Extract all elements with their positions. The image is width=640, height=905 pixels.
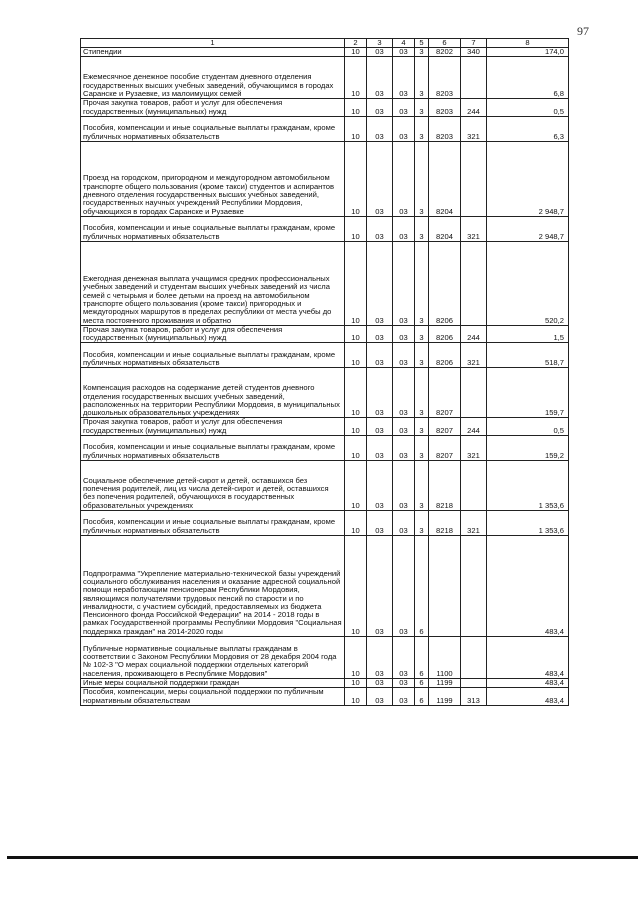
- amount-cell: 2 948,7: [487, 141, 569, 216]
- article-code-cell: 8206: [429, 343, 461, 368]
- table-row: [81, 511, 569, 536]
- row-name-cell: Пособия, компенсации, меры социальной поддержки по публичным нормативным обязательствам: [81, 688, 345, 706]
- amount-cell: 483,4: [487, 637, 569, 679]
- subprogram-code-cell: 6: [415, 536, 429, 637]
- bottom-rule: [7, 856, 638, 859]
- amount-cell: 483,4: [487, 536, 569, 637]
- program-code-cell: 03: [393, 99, 415, 117]
- section-code-cell: 10: [345, 368, 367, 418]
- amount-cell: 174,0: [487, 48, 569, 57]
- subprogram-code-cell: 3: [415, 325, 429, 343]
- amount-cell: 6,8: [487, 57, 569, 99]
- subsection-code-cell: 03: [367, 436, 393, 461]
- subsection-code-cell: 03: [367, 343, 393, 368]
- amount-cell: 0,5: [487, 418, 569, 436]
- expense-type-cell: [461, 637, 487, 679]
- section-code-cell: 10: [345, 679, 367, 688]
- program-code-cell: 03: [393, 48, 415, 57]
- program-code-cell: 03: [393, 141, 415, 216]
- subsection-code-cell: 03: [367, 536, 393, 637]
- header-cell: 8: [487, 39, 569, 48]
- article-code-cell: 8204: [429, 216, 461, 241]
- row-name-cell: Пособия, компенсации и иные социальные выплаты гражданам, кроме публичных нормативных обязательств: [81, 216, 345, 241]
- program-code-cell: 03: [393, 679, 415, 688]
- amount-cell: 159,2: [487, 436, 569, 461]
- subsection-code-cell: 03: [367, 688, 393, 706]
- program-code-cell: 03: [393, 688, 415, 706]
- row-name-cell: Компенсация расходов на содержание детей студентов дневного отделения государственных высших учебных заведений, расположенных на территории Республики Мордовия, в муниципальных дошкольных образовательных учреждениях: [81, 368, 345, 418]
- program-code-cell: 03: [393, 436, 415, 461]
- amount-cell: 520,2: [487, 241, 569, 325]
- table-row: [81, 325, 569, 343]
- subsection-code-cell: 03: [367, 48, 393, 57]
- section-code-cell: 10: [345, 325, 367, 343]
- subsection-code-cell: 03: [367, 216, 393, 241]
- program-code-cell: 03: [393, 461, 415, 511]
- subprogram-code-cell: 3: [415, 141, 429, 216]
- expense-type-cell: 313: [461, 688, 487, 706]
- row-name-cell: Прочая закупка товаров, работ и услуг для обеспечения государственных (муниципальных) нужд: [81, 325, 345, 343]
- subsection-code-cell: 03: [367, 116, 393, 141]
- table-row: [81, 418, 569, 436]
- subsection-code-cell: 03: [367, 325, 393, 343]
- subprogram-code-cell: 3: [415, 116, 429, 141]
- subprogram-code-cell: 3: [415, 241, 429, 325]
- expense-type-cell: 244: [461, 99, 487, 117]
- table-row: [81, 637, 569, 679]
- table-row: [81, 536, 569, 637]
- expense-type-cell: [461, 536, 487, 637]
- section-code-cell: 10: [345, 436, 367, 461]
- subsection-code-cell: 03: [367, 418, 393, 436]
- expense-type-cell: [461, 461, 487, 511]
- subsection-code-cell: 03: [367, 141, 393, 216]
- subprogram-code-cell: 3: [415, 99, 429, 117]
- row-name-cell: Ежегодная денежная выплата учащимся средних профессиональных учебных заведений и студентам высших учебных заведений из числа семей с четырьмя и более детьми на проезд на автомобильном транспорте общего пользования (кроме такси) пригородных и междугородных маршрутов в пределах республики от места учебы до места постоянного проживания и обратно: [81, 241, 345, 325]
- section-code-cell: 10: [345, 536, 367, 637]
- section-code-cell: 10: [345, 141, 367, 216]
- program-code-cell: 03: [393, 241, 415, 325]
- article-code-cell: 8204: [429, 141, 461, 216]
- table-row: [81, 436, 569, 461]
- table-row: [81, 343, 569, 368]
- article-code-cell: 8206: [429, 325, 461, 343]
- subprogram-code-cell: 3: [415, 57, 429, 99]
- row-name-cell: Проезд на городском, пригородном и междугородном автомобильном транспорте общего пользования (кроме такси) студентов и аспирантов дневного отделения государственных высших учебных заведений, государственных научных учреждений Республики Мордовия, обучающихся в городах Саранске и Рузаевке: [81, 141, 345, 216]
- subprogram-code-cell: 3: [415, 48, 429, 57]
- article-code-cell: 8218: [429, 511, 461, 536]
- subprogram-code-cell: 3: [415, 368, 429, 418]
- article-code-cell: 8203: [429, 99, 461, 117]
- header-cell: 2: [345, 39, 367, 48]
- table-row: [81, 48, 569, 57]
- header-cell: 4: [393, 39, 415, 48]
- subsection-code-cell: 03: [367, 57, 393, 99]
- expense-type-cell: [461, 141, 487, 216]
- amount-cell: 159,7: [487, 368, 569, 418]
- table-header: [81, 39, 569, 48]
- row-name-cell: Иные меры социальной поддержки граждан: [81, 679, 345, 688]
- program-code-cell: 03: [393, 216, 415, 241]
- subprogram-code-cell: 3: [415, 343, 429, 368]
- subsection-code-cell: 03: [367, 511, 393, 536]
- subsection-code-cell: 03: [367, 241, 393, 325]
- table-row: [81, 688, 569, 706]
- program-code-cell: 03: [393, 368, 415, 418]
- article-code-cell: 1100: [429, 637, 461, 679]
- header-cell: 1: [81, 39, 345, 48]
- header-cell: 7: [461, 39, 487, 48]
- section-code-cell: 10: [345, 343, 367, 368]
- expense-type-cell: 321: [461, 116, 487, 141]
- header-cell: 3: [367, 39, 393, 48]
- table-row: [81, 99, 569, 117]
- table-row: [81, 116, 569, 141]
- amount-cell: 1 353,6: [487, 461, 569, 511]
- article-code-cell: 8207: [429, 418, 461, 436]
- subprogram-code-cell: 3: [415, 461, 429, 511]
- table-row: [81, 679, 569, 688]
- subprogram-code-cell: 3: [415, 511, 429, 536]
- program-code-cell: 03: [393, 343, 415, 368]
- expense-type-cell: 244: [461, 325, 487, 343]
- program-code-cell: 03: [393, 511, 415, 536]
- article-code-cell: 8203: [429, 116, 461, 141]
- article-code-cell: 8218: [429, 461, 461, 511]
- table-row: [81, 141, 569, 216]
- amount-cell: 2 948,7: [487, 216, 569, 241]
- header-cell: 5: [415, 39, 429, 48]
- row-name-cell: Подпрограмма "Укрепление материально-технической базы учреждений социального обслуживания населения и оказание адресной социальной помощи неработающим пенсионерам Республики Мордовия, являющимся получателями трудовых пенсий по старости и по инвалидности, с участием субсидий, предоставляемых из бюджета Пенсионного фонда Российской Федерации" на 2014 - 2018 годы в рамках Государственной программы Республики Мордовия "Социальная поддержка граждан" на 2014-2020 годы: [81, 536, 345, 637]
- article-code-cell: 8207: [429, 368, 461, 418]
- program-code-cell: 03: [393, 325, 415, 343]
- row-name-cell: Прочая закупка товаров, работ и услуг для обеспечения государственных (муниципальных) нужд: [81, 99, 345, 117]
- row-name-cell: Пособия, компенсации и иные социальные выплаты гражданам, кроме публичных нормативных обязательств: [81, 116, 345, 141]
- subprogram-code-cell: 3: [415, 216, 429, 241]
- expense-type-cell: 321: [461, 511, 487, 536]
- subsection-code-cell: 03: [367, 637, 393, 679]
- article-code-cell: 8202: [429, 48, 461, 57]
- article-code-cell: 8203: [429, 57, 461, 99]
- row-name-cell: Прочая закупка товаров, работ и услуг для обеспечения государственных (муниципальных) нужд: [81, 418, 345, 436]
- expense-type-cell: [461, 679, 487, 688]
- article-code-cell: 1199: [429, 679, 461, 688]
- row-name-cell: Пособия, компенсации и иные социальные выплаты гражданам, кроме публичных нормативных обязательств: [81, 436, 345, 461]
- amount-cell: 483,4: [487, 688, 569, 706]
- subprogram-code-cell: 3: [415, 436, 429, 461]
- amount-cell: 6,3: [487, 116, 569, 141]
- section-code-cell: 10: [345, 216, 367, 241]
- row-name-cell: Пособия, компенсации и иные социальные выплаты гражданам, кроме публичных нормативных обязательств: [81, 511, 345, 536]
- subsection-code-cell: 03: [367, 461, 393, 511]
- row-name-cell: Ежемесячное денежное пособие студентам дневного отделения государственных высших учебных заведений, обучающимся в городах Саранске и Рузаевке, из малоимущих семей: [81, 57, 345, 99]
- amount-cell: 1,5: [487, 325, 569, 343]
- table-row: [81, 241, 569, 325]
- section-code-cell: 10: [345, 116, 367, 141]
- section-code-cell: 10: [345, 637, 367, 679]
- section-code-cell: 10: [345, 99, 367, 117]
- table-row: [81, 368, 569, 418]
- subsection-code-cell: 03: [367, 679, 393, 688]
- program-code-cell: 03: [393, 536, 415, 637]
- subsection-code-cell: 03: [367, 99, 393, 117]
- row-name-cell: Пособия, компенсации и иные социальные выплаты гражданам, кроме публичных нормативных обязательств: [81, 343, 345, 368]
- program-code-cell: 03: [393, 418, 415, 436]
- expense-type-cell: 321: [461, 216, 487, 241]
- section-code-cell: 10: [345, 418, 367, 436]
- section-code-cell: 10: [345, 511, 367, 536]
- table-row: [81, 461, 569, 511]
- row-name-cell: Стипендии: [81, 48, 345, 57]
- section-code-cell: 10: [345, 688, 367, 706]
- expense-type-cell: 321: [461, 343, 487, 368]
- expense-type-cell: [461, 368, 487, 418]
- section-code-cell: 10: [345, 57, 367, 99]
- row-name-cell: Публичные нормативные социальные выплаты гражданам в соответствии с Законом Республики Мордовия от 28 декабря 2004 года № 102-З "О мерах социальной поддержки отдельных категорий населения, проживающего в Республике Мордовия": [81, 637, 345, 679]
- program-code-cell: 03: [393, 116, 415, 141]
- article-code-cell: 1199: [429, 688, 461, 706]
- section-code-cell: 10: [345, 241, 367, 325]
- amount-cell: 518,7: [487, 343, 569, 368]
- article-code-cell: 8206: [429, 241, 461, 325]
- subprogram-code-cell: 6: [415, 679, 429, 688]
- expense-type-cell: 321: [461, 436, 487, 461]
- section-code-cell: 10: [345, 461, 367, 511]
- header-cell: 6: [429, 39, 461, 48]
- amount-cell: 0,5: [487, 99, 569, 117]
- table-row: [81, 216, 569, 241]
- expense-type-cell: 340: [461, 48, 487, 57]
- budget-table: [80, 38, 569, 706]
- expense-type-cell: 244: [461, 418, 487, 436]
- program-code-cell: 03: [393, 637, 415, 679]
- amount-cell: 1 353,6: [487, 511, 569, 536]
- subprogram-code-cell: 6: [415, 637, 429, 679]
- row-name-cell: Социальное обеспечение детей-сирот и детей, оставшихся без попечения родителей, лиц из числа детей-сирот и детей, оставшихся без попечения родителей, обучающихся в государственных образовательных учреждениях: [81, 461, 345, 511]
- section-code-cell: 10: [345, 48, 367, 57]
- subprogram-code-cell: 3: [415, 418, 429, 436]
- program-code-cell: 03: [393, 57, 415, 99]
- article-code-cell: [429, 536, 461, 637]
- article-code-cell: 8207: [429, 436, 461, 461]
- expense-type-cell: [461, 241, 487, 325]
- table-row: [81, 57, 569, 99]
- amount-cell: 483,4: [487, 679, 569, 688]
- subsection-code-cell: 03: [367, 368, 393, 418]
- subprogram-code-cell: 6: [415, 688, 429, 706]
- page-number: 97: [577, 24, 589, 38]
- expense-type-cell: [461, 57, 487, 99]
